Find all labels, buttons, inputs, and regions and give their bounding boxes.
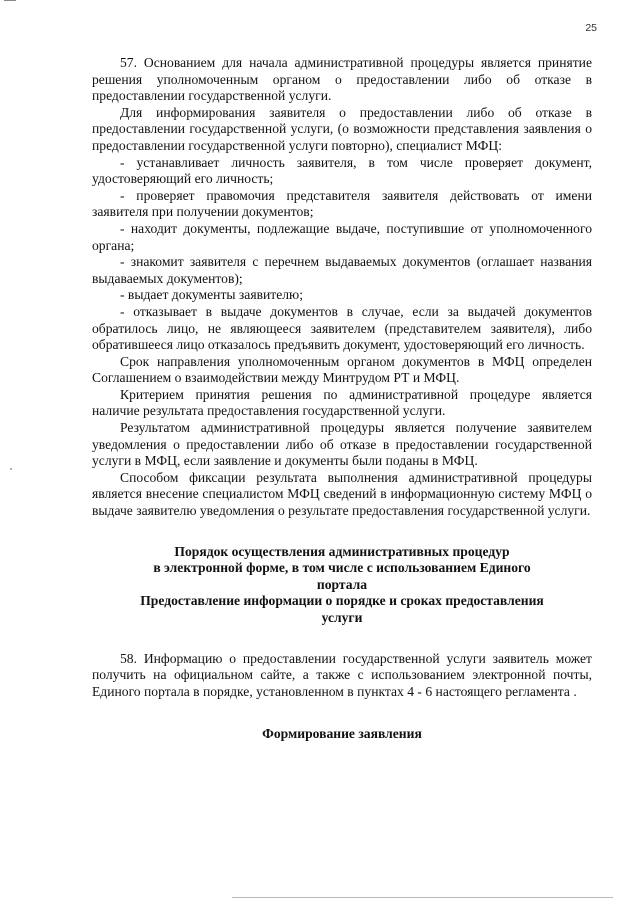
heading-line: в электронной форме, в том числе с использованием Единого — [153, 560, 531, 576]
footer-divider — [232, 897, 613, 898]
list-item: - знакомит заявителя с перечнем выдаваемых документов (оглашает названия выдаваемых документов); — [92, 254, 592, 286]
left-margin-mark — [4, 0, 16, 1]
heading-line: услуги — [321, 610, 363, 625]
section-heading-information — [92, 593, 592, 626]
section-heading-electronic — [92, 544, 592, 594]
document-body — [92, 55, 592, 743]
scan-speck — [10, 468, 12, 470]
list-item: - выдает документы заявителю; — [120, 287, 303, 303]
paragraph-58: 58. Информацию о предоставлении государственной услуги заявитель может получить на официальном сайте, а также с использованием электронной почты, Единого портала в порядке, установленном в пунктах 4 - 6 настоящего регламента . — [92, 650, 592, 699]
list-item: - отказывает в выдаче документов в случае, если за выдачей документов обратилось лицо, не являющееся заявителем (представителем заявителя), либо обратившееся лицо отказалось предъявить документ, удостоверяющий его личность. — [92, 303, 592, 353]
paragraph-deadline: Срок направления уполномоченным органом документов в МФЦ определен Соглашением о взаимодействии между Минтрудом РТ и МФЦ. — [92, 353, 592, 386]
page-number: 25 — [585, 22, 597, 34]
list-item: - находит документы, подлежащие выдаче, поступившие от уполномоченного органа; — [92, 220, 592, 253]
paragraph-result: Результатом административной процедуры является получение заявителем уведомления о предоставлении либо об отказе в предоставлении государственной услуги в МФЦ, если заявление и документы были поданы в МФЦ. — [92, 420, 592, 469]
heading-line: Порядок осуществления административных процедур — [174, 543, 510, 559]
list-item: - проверяет правомочия представителя заявителя действовать от имени заявителя при получении документов; — [92, 187, 592, 220]
paragraph-criterion: Критерием принятия решения по административной процедуре является наличие результата предоставления государственной услуги. — [92, 386, 592, 419]
heading-line: Предоставление информации о порядке и сроках предоставления — [140, 593, 544, 609]
paragraph-fixation: Способом фиксации результата выполнения административной процедуры является внесение специалистом МФЦ сведений в информационную систему МФЦ о выдаче заявителю уведомления о результате предоставления государственной услуги. — [92, 469, 592, 519]
list-item: - устанавливает личность заявителя, в том числе проверяет документ, удостоверяющий его личность; — [92, 154, 592, 187]
paragraph-mfc-informing: Для информирования заявителя о предоставлении либо об отказе в предоставлении государственной услуги, (о возможности представления заявления о предоставлении государственной услуги повторно), специалист МФЦ: — [92, 104, 592, 153]
heading-line: портала — [316, 576, 368, 592]
paragraph-57: 57. Основанием для начала административной процедуры является принятие решения уполномоченным органом о предоставлении либо об отказе в предоставлении государственной услуги. — [92, 55, 592, 104]
section-heading-application: Формирование заявления — [262, 726, 422, 742]
